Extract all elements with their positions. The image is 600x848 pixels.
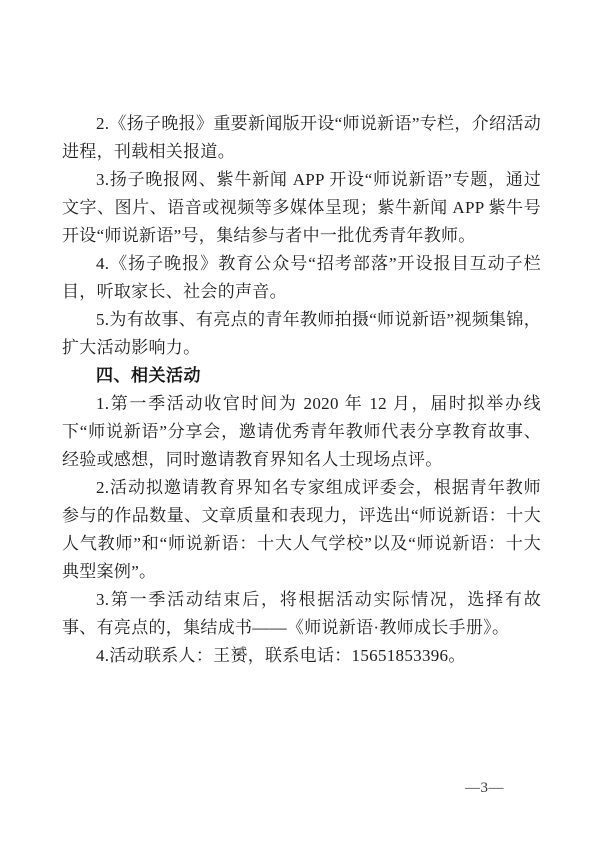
paragraph: 4.《扬子晚报》教育公众号“招考部落”开设报目互动子栏目，听取家长、社会的声音。 bbox=[62, 254, 541, 301]
paragraph: 2.活动拟邀请教育界知名专家组成评委会，根据青年教师参与的作品数量、文章质量和表现力，评选出“师说新语：十大人气教师”和“师说新语：十大人气学校”以及“师说新语：十大典型案例”。 bbox=[62, 478, 541, 581]
paragraph: 1.第一季活动收官时间为 2020 年 12 月，届时拟举办线下“师说新语”分享会，邀请优秀青年教师代表分享教育故事、经验或感想，同时邀请教育界知名人士现场点评。 bbox=[62, 394, 541, 469]
document-body bbox=[62, 110, 541, 670]
paragraph: 5.为有故事、有亮点的青年教师拍摄“师说新语”视频集锦，扩大活动影响力。 bbox=[62, 310, 541, 357]
paragraph: 3.第一季活动结束后，将根据活动实际情况，选择有故事、有亮点的，集结成书——《师说新语·教师成长手册》。 bbox=[62, 590, 541, 637]
paragraph: 2.《扬子晚报》重要新闻版开设“师说新语”专栏，介绍活动进程，刊载相关报道。 bbox=[62, 114, 541, 161]
paragraph: 4.活动联系人：王赟，联系电话：15651853396。 bbox=[96, 646, 466, 665]
section-heading: 四、相关活动 bbox=[96, 366, 201, 385]
paragraph: 3.扬子晚报网、紫牛新闻 APP 开设“师说新语”专题，通过文字、图片、语音或视频等多媒体呈现；紫牛新闻 APP 紫牛号开设“师说新语”号，集结参与者中一批优秀青年教师。 bbox=[62, 170, 541, 245]
page-number: —3— bbox=[465, 780, 504, 796]
